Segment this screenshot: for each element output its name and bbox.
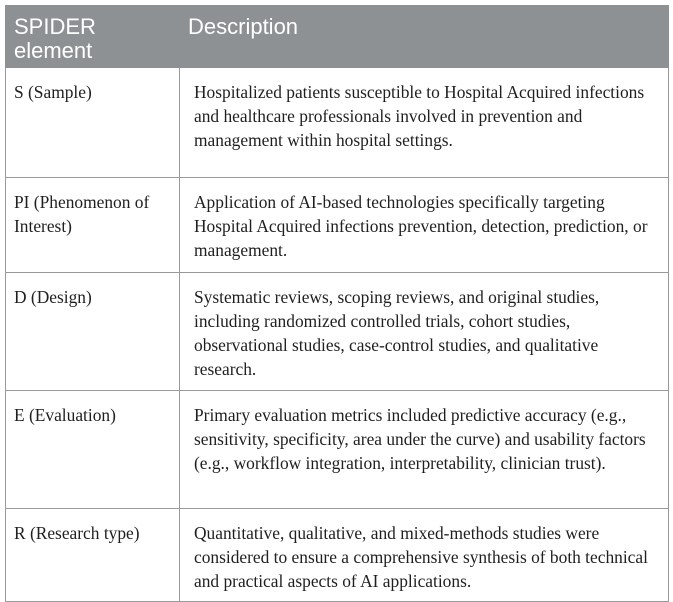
- row-element-cell: R (Research type): [6, 509, 180, 602]
- row-element-cell: E (Evaluation): [6, 391, 180, 509]
- row-element-cell: S (Sample): [6, 68, 180, 178]
- column-header-description: Description: [180, 6, 669, 68]
- row-description-cell: Systematic reviews, scoping reviews, and original studies, including randomized controlled trials, cohort studies, observational studies, case-control studies, and qualitative research.: [180, 273, 669, 391]
- table-row: [6, 178, 669, 273]
- row-element-cell: D (Design): [6, 273, 180, 391]
- table-row: [6, 509, 669, 602]
- row-description-cell: Quantitative, qualitative, and mixed-methods studies were considered to ensure a comprehensive synthesis of both technical and practical aspects of AI applications.: [180, 509, 669, 602]
- row-description-cell: Hospitalized patients susceptible to Hospital Acquired infections and healthcare professionals involved in prevention and management within hospital settings.: [180, 68, 669, 178]
- table-row: [6, 391, 669, 509]
- column-header-spider-element: SPIDER element: [6, 6, 180, 68]
- row-element-cell: PI (Phenomenon of Interest): [6, 178, 180, 273]
- row-description-cell: Primary evaluation metrics included predictive accuracy (e.g., sensitivity, specificity, area under the curve) and usability factors (e.g., workflow integration, interpretability, clinician trust).: [180, 391, 669, 509]
- spider-table-container: [5, 5, 668, 602]
- spider-table: [5, 5, 669, 602]
- table-header-row: [6, 6, 669, 68]
- table-row: [6, 68, 669, 178]
- table-row: [6, 273, 669, 391]
- row-description-cell: Application of AI-based technologies specifically targeting Hospital Acquired infections prevention, detection, prediction, or management.: [180, 178, 669, 273]
